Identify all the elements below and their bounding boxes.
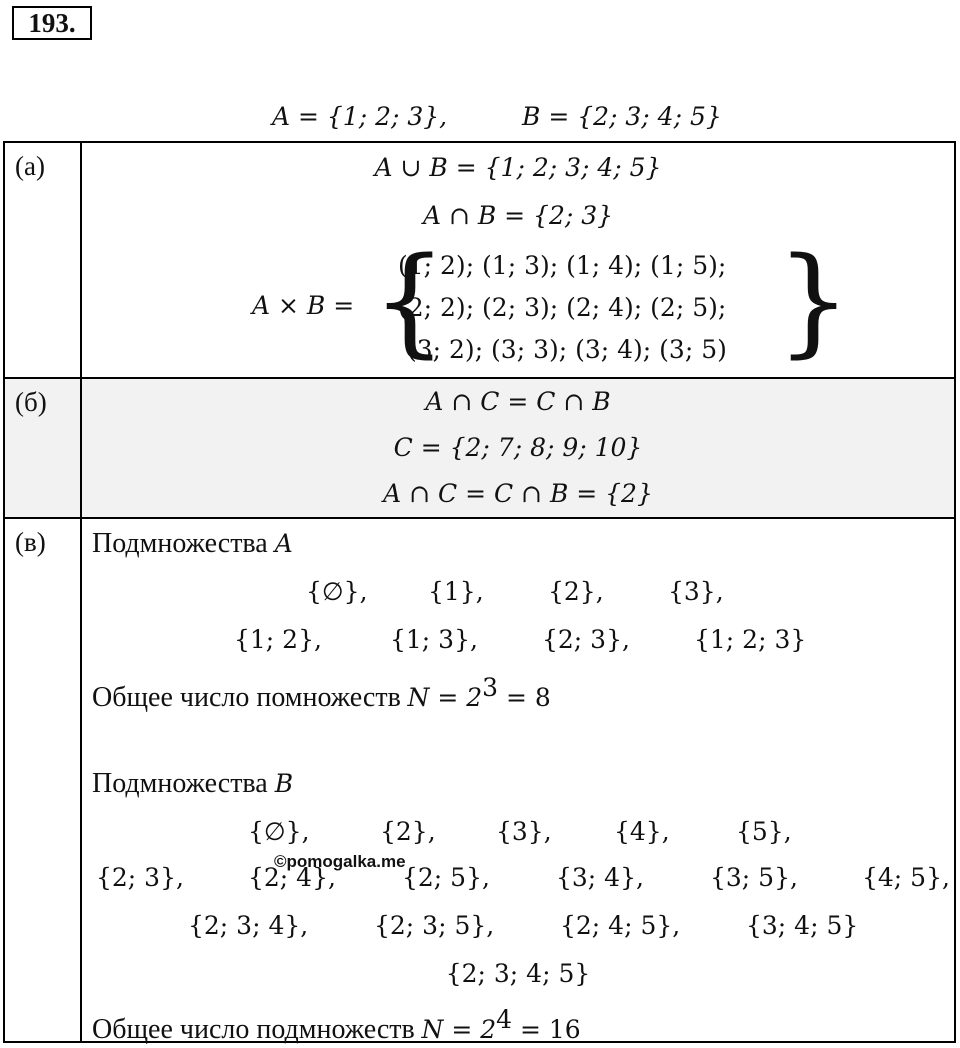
part-c-content <box>82 519 954 1045</box>
subset-a-item: {2; 3}, <box>542 625 630 654</box>
subset-b-item: {2}, <box>380 817 436 846</box>
part-a-label: (а) <box>5 143 82 377</box>
subset-a-item: {1}, <box>428 577 484 606</box>
intersection-line: A ∩ B = {2; 3} <box>422 201 614 230</box>
product-row-3: (3; 2); (3; 3); (3; 4); (3; 5) <box>407 335 727 364</box>
total-subsets-a: Общее число помножеств $N = 2^3 = 8$ <box>92 673 551 713</box>
subset-b-item: {2; 3; 5}, <box>374 911 495 940</box>
subset-a-item: {1; 2}, <box>234 625 322 654</box>
part-b-content <box>82 379 954 517</box>
problem-number: 193. <box>12 6 92 40</box>
part-b-line-2: C = {2; 7; 8; 9; 10} <box>393 433 643 462</box>
cartesian-product-lhs: A × B = <box>252 291 355 320</box>
subset-b-item: {5}, <box>736 817 792 846</box>
part-b-label: (б) <box>5 379 82 517</box>
part-b-line-3: A ∩ C = C ∩ B = {2} <box>383 479 653 508</box>
union-line: A ∪ B = {1; 2; 3; 4; 5} <box>374 153 662 182</box>
part-a-content <box>82 143 954 377</box>
subset-b-item: {2; 3; 4}, <box>188 911 309 940</box>
part-c-row <box>5 519 954 1045</box>
set-a-definition: A = {1; 2; 3}, <box>272 102 448 131</box>
product-row-1: (1; 2); (1; 3); (1; 4); (1; 5); <box>398 251 727 280</box>
solution-table <box>3 141 956 1043</box>
subset-b-item: {2; 3}, <box>96 863 184 892</box>
part-b-line-1: A ∩ C = C ∩ B <box>425 387 611 416</box>
subset-a-item: {2}, <box>548 577 604 606</box>
subset-b-item: {3; 5}, <box>710 863 798 892</box>
subset-b-item: {∅}, <box>248 817 310 846</box>
set-b-definition: B = {2; 3; 4; 5} <box>522 102 722 131</box>
subset-b-item: {4; 5}, <box>862 863 950 892</box>
subset-a-item: {1; 2; 3} <box>694 625 807 654</box>
subset-a-item: {1; 3}, <box>390 625 478 654</box>
subset-b-full: {2; 3; 4; 5} <box>445 959 591 988</box>
subsets-b-heading: Подмножества B <box>92 768 294 799</box>
subset-b-item: {3}, <box>496 817 552 846</box>
subset-b-item: {2; 5}, <box>402 863 490 892</box>
subset-b-item: {2; 4}, <box>248 863 336 892</box>
left-brace-icon: { <box>372 231 448 369</box>
part-a-row <box>5 143 954 379</box>
subset-a-item: {3}, <box>668 577 724 606</box>
watermark: ©pomogalka.me <box>274 852 406 871</box>
subsets-a-heading: Подмножества A <box>92 528 293 559</box>
subset-b-item: {3; 4; 5} <box>746 911 859 940</box>
product-row-2: (2; 2); (2; 3); (2; 4); (2; 5); <box>398 293 727 322</box>
subset-b-item: {3; 4}, <box>556 863 644 892</box>
right-brace-icon: } <box>776 231 852 369</box>
subset-b-item: {4}, <box>614 817 670 846</box>
subset-a-item: {∅}, <box>306 577 368 606</box>
part-b-row <box>5 379 954 519</box>
part-c-label: (в) <box>5 519 82 1041</box>
total-subsets-b: Общее число подмножеств $N = 2^4 = 16$ <box>92 1005 581 1045</box>
subset-b-item: {2; 4; 5}, <box>560 911 681 940</box>
